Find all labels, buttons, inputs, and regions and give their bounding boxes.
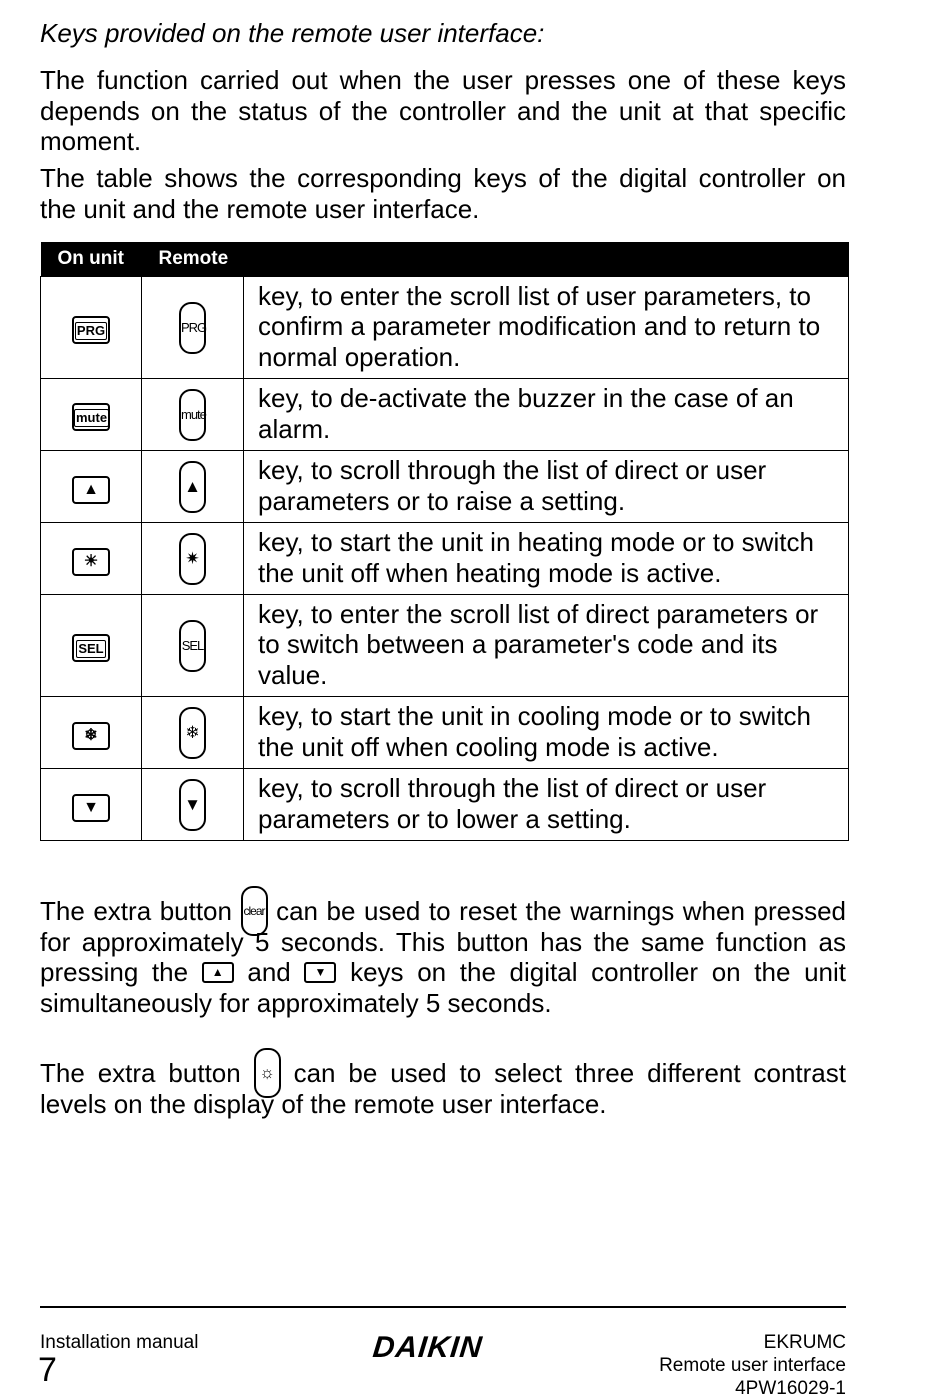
remote-mute-key-icon: mute xyxy=(179,389,206,441)
table-row xyxy=(41,769,849,841)
footer-product-info xyxy=(659,1331,846,1400)
table-row xyxy=(41,451,849,523)
unit-mute-key-icon: mute xyxy=(72,403,110,431)
row-description: key, to start the unit in heating mode or to switch the unit off when heating mode is active. xyxy=(244,523,849,595)
unit-prg-key-icon: PRG xyxy=(72,316,110,344)
remote-sel-key-icon: SEL xyxy=(179,620,206,672)
clear-button-paragraph: The extra button clear can be used to reset the warnings when pressed for approximately 5 seconds. This button has the same function as pressing the ▲ and ▼ keys on the digital controller on the unit simultaneously for approximately 5 seconds. xyxy=(40,896,846,1018)
footer-model: EKRUMC xyxy=(763,1332,846,1353)
footer-document-type: Installation manual xyxy=(40,1332,199,1353)
row-description: key, to scroll through the list of direct or user parameters or to raise a setting. xyxy=(244,451,849,523)
row-description: key, to de-activate the buzzer in the case of an alarm. xyxy=(244,379,849,451)
footer-product-name: Remote user interface xyxy=(659,1355,846,1376)
daikin-logo: DAIKIN xyxy=(371,1331,485,1364)
unit-down-arrow-key-icon: ▼ xyxy=(72,794,110,822)
remote-up-arrow-key-icon: ▲ xyxy=(179,461,206,513)
table-header-row xyxy=(41,242,849,277)
header-remote: Remote xyxy=(142,242,244,277)
section-heading: Keys provided on the remote user interface: xyxy=(40,18,545,48)
down-arrow-key-icon: ▼ xyxy=(304,962,336,983)
keys-table xyxy=(40,242,849,841)
contrast-button-icon: ☼ xyxy=(254,1048,281,1098)
remote-heating-sun-key-icon: ✷ xyxy=(179,533,206,585)
unit-cooling-snowflake-key-icon: ❄ xyxy=(72,722,110,750)
clear-button-icon: clear xyxy=(241,886,268,936)
unit-sel-key-icon: SEL xyxy=(72,634,110,662)
unit-up-arrow-key-icon: ▲ xyxy=(72,476,110,504)
remote-prg-key-icon: PRG xyxy=(179,302,206,354)
unit-heating-sun-key-icon: ☀ xyxy=(72,548,110,576)
remote-down-arrow-key-icon: ▼ xyxy=(179,779,206,831)
footer-page-number: 7 xyxy=(38,1351,57,1389)
table-row xyxy=(41,523,849,595)
row-description: key, to enter the scroll list of direct parameters or to switch between a parameter's code and its value. xyxy=(244,595,849,697)
header-description xyxy=(244,242,849,277)
footer-doc-code: 4PW16029-1 xyxy=(735,1378,846,1399)
up-arrow-key-icon: ▲ xyxy=(202,962,234,983)
table-row xyxy=(41,379,849,451)
table-row xyxy=(41,697,849,769)
remote-cooling-snowflake-key-icon: ❄ xyxy=(179,707,206,759)
contrast-button-paragraph: The extra button ☼ can be used to select three different contrast levels on the display of the remote user interface. xyxy=(40,1058,846,1119)
table-row xyxy=(41,277,849,379)
intro-paragraph: The function carried out when the user presses one of these keys depends on the status of the controller and the unit at that specific moment. xyxy=(40,65,846,156)
row-description: key, to start the unit in cooling mode or to switch the unit off when cooling mode is active. xyxy=(244,697,849,769)
row-description: key, to scroll through the list of direct or user parameters or to lower a setting. xyxy=(244,769,849,841)
table-row xyxy=(41,595,849,697)
header-on-unit: On unit xyxy=(41,242,142,277)
table-intro-paragraph: The table shows the corresponding keys of the digital controller on the unit and the remote user interface. xyxy=(40,163,846,224)
row-description: key, to enter the scroll list of user parameters, to confirm a parameter modification and to return to normal operation. xyxy=(244,277,849,379)
footer-divider xyxy=(40,1306,846,1308)
